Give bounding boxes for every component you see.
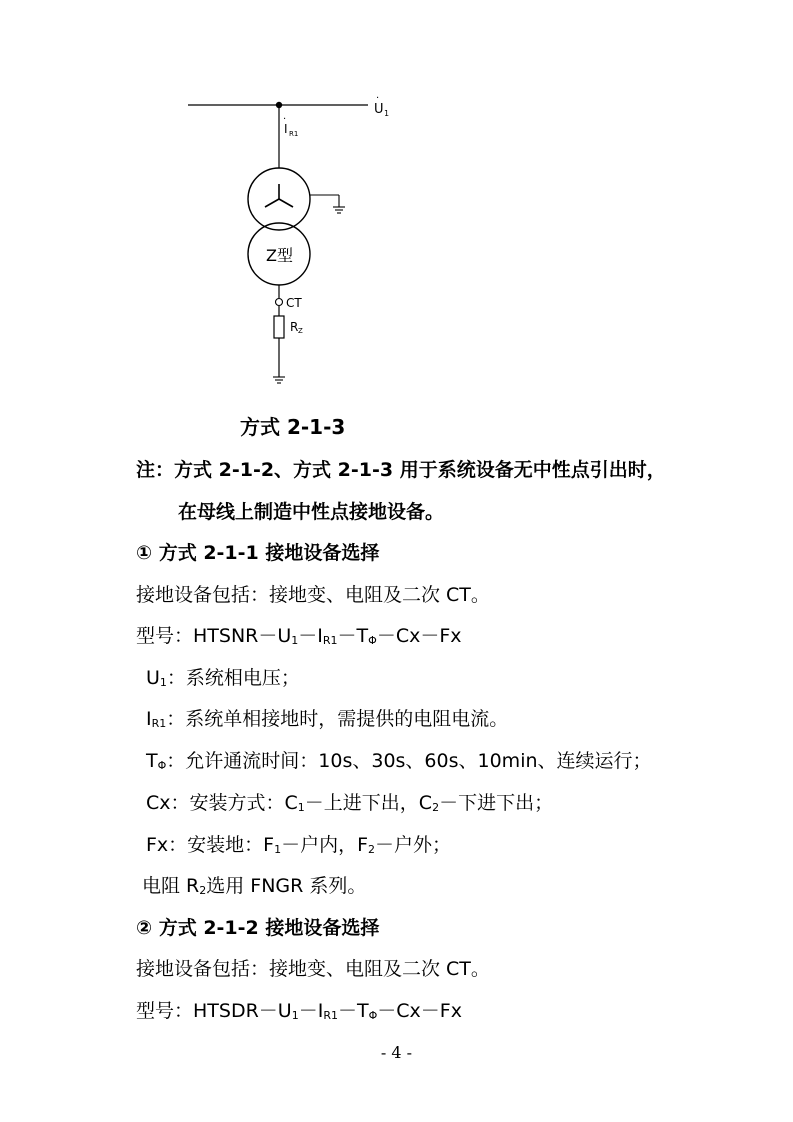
u1-definition: $U_1$：系统相电压；	[146, 667, 300, 689]
cx-definition: Cx：安装方式：$C_1-$上进下出，$C_2-$下进下出；	[146, 792, 554, 814]
resistor-symbol	[274, 316, 284, 338]
u1-label: U	[374, 102, 384, 117]
section1-includes: 接地设备包括：接地变、电阻及二次 CT。	[136, 584, 490, 606]
ir-sub: R1	[289, 130, 299, 138]
z-label: Z型	[266, 246, 293, 265]
section2-model: 型号：$HTSDR-U_1-I_{R1}-T_\Phi-Cx-Fx$	[136, 1000, 462, 1022]
circuit-diagram	[180, 88, 420, 388]
page-number: - 4 -	[380, 1043, 413, 1062]
tphi-definition: $T_\Phi$：允许通流时间：10s、30s、60s、10min、连续运行；	[146, 750, 652, 772]
section2-heading: ② 方式 2-1-2 接地设备选择	[136, 917, 380, 939]
resistor-series: 电阻 $R_2$选用 FNGR 系列。	[142, 875, 367, 897]
ir1-definition: $I_{R1}$：系统单相接地时，需提供的电阻电流。	[146, 708, 509, 730]
r-sub: Z	[298, 327, 303, 335]
note-line-1: 注：方式 2-1-2、方式 2-1-3 用于系统设备无中性点引出时，	[136, 459, 666, 481]
fx-definition: Fx：安装地：$F_1-$户内，$F_2-$户外；	[146, 834, 452, 856]
ir-label: I	[284, 122, 288, 136]
ct-symbol	[276, 299, 283, 306]
ct-label: CT	[286, 296, 302, 310]
section1-heading: ① 方式 2-1-1 接地设备选择	[136, 542, 380, 564]
u1-sub: 1	[384, 109, 390, 118]
r-label: R	[290, 320, 299, 334]
figure-caption: 方式 2-1-3	[240, 415, 346, 439]
section1-model: 型号：$HTSNR-U_1-I_{R1}-T_\Phi-Cx-Fx$	[136, 625, 462, 647]
section2-includes: 接地设备包括：接地变、电阻及二次 CT。	[136, 958, 490, 980]
ir-dot: ·	[283, 114, 287, 125]
u1-dot: ·	[376, 93, 380, 104]
note-line-2: 在母线上制造中性点接地设备。	[178, 501, 445, 523]
